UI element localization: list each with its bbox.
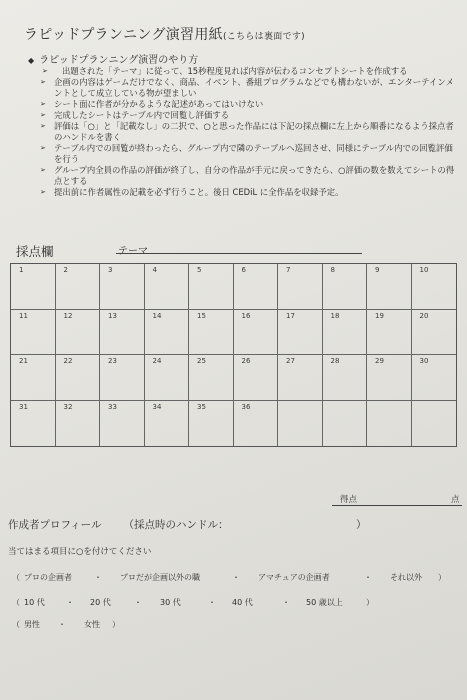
score-cell[interactable]: 11 [11,310,56,356]
option-female[interactable]: 女性 [84,620,100,629]
score-cell[interactable]: 30 [412,355,457,401]
score-cell[interactable] [412,401,457,447]
score-cell[interactable]: 25 [189,355,234,401]
arrow-bullet-icon: ➢ [40,122,46,130]
option-pro-planner[interactable]: プロの企画者 [24,573,72,582]
score-cell[interactable] [367,401,412,447]
score-cell[interactable]: 27 [278,355,323,401]
scoring-grid [10,263,457,447]
score-cell[interactable]: 18 [323,310,368,356]
score-cell[interactable]: 24 [145,355,190,401]
instructions-heading-text: ラピッドプランニング演習のやり方 [39,55,199,66]
score-cell[interactable]: 14 [145,310,190,356]
profile-prompt: 当てはまる項目に○を付けてください [8,547,152,557]
arrow-bullet-icon: ➢ [40,100,46,108]
score-cell[interactable] [323,401,368,447]
score-cell[interactable]: 3 [100,264,145,310]
option-amateur-planner[interactable]: アマチュアの企画者 [258,573,330,582]
arrow-bullet-icon: ➢ [42,67,48,75]
score-cell[interactable]: 8 [323,264,368,310]
score-cell[interactable]: 12 [56,310,101,356]
score-cell[interactable]: 35 [189,401,234,447]
score-input-line[interactable] [332,505,462,506]
profile-heading [8,517,228,532]
score-cell[interactable]: 4 [145,264,190,310]
instruction-list [40,66,460,198]
arrow-bullet-icon: ➢ [40,188,46,196]
scoring-section-label: 採点欄 [16,244,54,259]
score-cell[interactable]: 17 [278,310,323,356]
score-cell[interactable]: 20 [412,310,457,356]
handle-close-paren: ） [356,519,367,531]
score-cell[interactable] [278,401,323,447]
score-cell[interactable]: 5 [189,264,234,310]
score-cell[interactable]: 34 [145,401,190,447]
score-cell[interactable]: 33 [100,401,145,447]
option-other[interactable]: それ以外 [390,573,422,582]
instruction-item: ➢ テーブル内での回覧が終わったら、グループ内で隣のテーブルへ巡回させ、同様にテーブル内での回覧評価を行う [40,143,453,164]
theme-label: テーマ [118,246,148,257]
score-cell[interactable]: 26 [234,355,279,401]
theme-input-line[interactable] [116,253,362,254]
score-cell[interactable]: 31 [11,401,56,447]
instruction-item: ➢ 完成したシートはテーブル内で回覧し評価する [40,110,230,120]
title-text: ラピッドプランニング演習用紙 [24,27,223,43]
instruction-item: ➢ 企画の内容はゲームだけでなく、商品、イベント、番組プログラムなどでも構わないが、エンターテインメントとして成立している物が望ましい [40,77,454,98]
option-pro-other-job[interactable]: プロだが企画以外の職 [120,573,200,582]
page-title [24,24,305,44]
arrow-bullet-icon: ➢ [40,78,46,86]
score-cell[interactable]: 16 [234,310,279,356]
score-cell[interactable]: 23 [100,355,145,401]
option-male[interactable]: 男性 [24,620,40,629]
score-unit: 点 [451,495,460,505]
option-age-20s[interactable]: 20 代 [90,598,111,607]
score-cell[interactable]: 9 [367,264,412,310]
instruction-item: ➢ シート面に作者が分かるような記述があってはいけない [40,99,264,109]
profile-title: 作成者プロフィール [8,519,102,531]
diamond-bullet-icon: ◆ [28,56,35,65]
worksheet-page: ラピッドプランニング演習用紙(こちらは裏面です) ◆ ラピッドプランニング演習のやり方 ➢ 出題された「テーマ」に従って、15秒程度見れば内容が伝わるコンセプトシートを作成する ➢ 企画の内容はゲームだけでなく、商品、イベント、番組プログラムなどでも構わないが、エンターテインメントとして成立している物が望ましい ➢ シート面に作者が分かるような記述があってはいけない ➢ 完成したシートはテーブル内で回覧し評価する ➢ 評価は「○」と「記載なし」の二択で、○と思った作品には下記の採点欄に左上から順番になるよう採点者のハンドルを書く ➢ テーブル内での回覧が終わったら、グループ内で隣のテーブルへ巡回させ、同様にテーブル内での回覧評価を行う ➢ グループ内全員の作品の評価が終了し、自分の作品が手元に戻ってきたら、○評価の数を数えてシートの得点とする ➢ 提出前に作者属性の記載を必ず行うこと。後日 CEDiL に全作品を収録予定。 採点欄 テーマ 1 2 3 4 5 6 7 8 9 10 11 12 13 14 15 16 17 18 19 20 21 22 23 24 25 26 27 28 29 30 31 32 33 34 35 36 得点 点 作成者プロフィール （採点時のハンドル： ） 当てはまる項目に○を付けてください （ プロの企画者 ・ プロだが企画以外の職 ・ アマチュアの企画者 ・ それ以外 ） （ 10 代 ・ 20 代 ・ 30 代 ・ 40 代 ・ 50 歳以上 ） （ 男性 ・ 女性 ） [0,0,467,700]
score-cell[interactable]: 10 [412,264,457,310]
score-cell[interactable]: 28 [323,355,368,401]
instruction-item: ➢ 出題された「テーマ」に従って、15秒程度見れば内容が伝わるコンセプトシートを作成する [42,66,408,76]
option-age-50plus[interactable]: 50 歳以上 [306,598,343,607]
instruction-item: ➢ 提出前に作者属性の記載を必ず行うこと。後日 CEDiL に全作品を収録予定。 [40,187,344,197]
arrow-bullet-icon: ➢ [40,111,46,119]
score-cell[interactable]: 21 [11,355,56,401]
instructions-heading [28,51,198,66]
score-label: 得点 [340,495,358,505]
score-cell[interactable]: 19 [367,310,412,356]
score-cell[interactable]: 15 [189,310,234,356]
score-cell[interactable]: 13 [100,310,145,356]
option-age-40s[interactable]: 40 代 [232,598,253,607]
handle-label: （採点時のハンドル： [123,519,229,531]
score-cell[interactable]: 7 [278,264,323,310]
score-cell[interactable]: 32 [56,401,101,447]
arrow-bullet-icon: ➢ [40,166,46,174]
score-cell[interactable]: 36 [234,401,279,447]
score-cell[interactable]: 22 [56,355,101,401]
title-note: (こちらは裏面です) [222,32,305,42]
arrow-bullet-icon: ➢ [40,144,46,152]
score-cell[interactable]: 1 [11,264,56,310]
instruction-item: ➢ 評価は「○」と「記載なし」の二択で、○と思った作品には下記の採点欄に左上から順番になるよう採点者のハンドルを書く [40,121,454,142]
score-cell[interactable]: 6 [234,264,279,310]
score-cell[interactable]: 2 [56,264,101,310]
option-age-30s[interactable]: 30 代 [160,598,181,607]
instruction-item: ➢ グループ内全員の作品の評価が終了し、自分の作品が手元に戻ってきたら、○評価の数を数えてシートの得点とする [40,165,455,186]
score-cell[interactable]: 29 [367,355,412,401]
option-age-10s[interactable]: 10 代 [24,598,45,607]
